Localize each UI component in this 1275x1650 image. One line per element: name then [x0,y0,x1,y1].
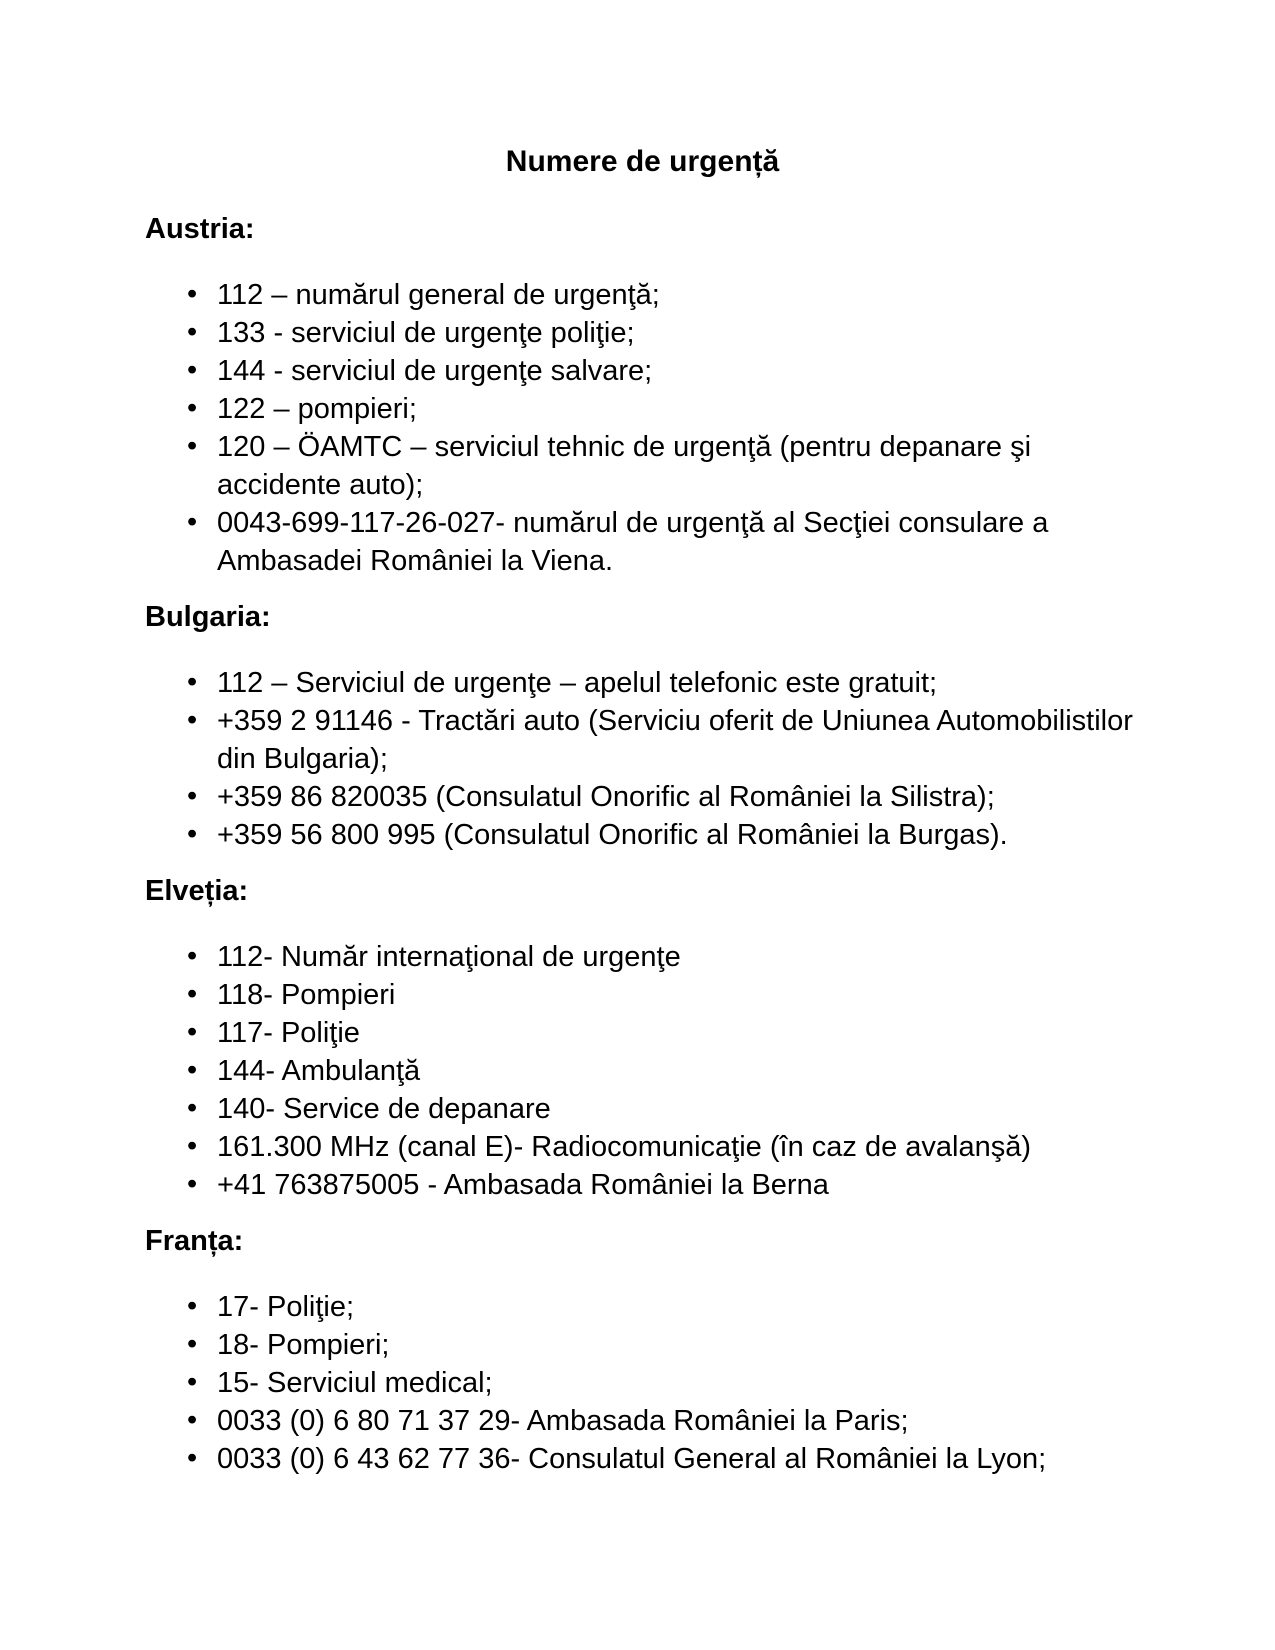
list-item [145,428,1140,504]
list-item-text: 140- Service de depanare [217,1093,551,1125]
bullet-icon: • [187,1054,198,1086]
list-item [145,938,1140,976]
list-item [145,1326,1140,1364]
list-item-text: +359 2 91146 - Tractări auto (Serviciu oferit de Uniunea Automobilistilor din Bulgaria); [217,705,1133,775]
list-item [145,1128,1140,1166]
list-item [145,314,1140,352]
bullet-list-austria [145,276,1140,580]
list-item-text: 120 – ÖAMTC – serviciul tehnic de urgenţă (pentru depanare şi accidente auto); [217,431,1032,501]
list-item [145,352,1140,390]
document-title: Numere de urgență [505,145,780,178]
bullet-icon: • [187,666,198,698]
list-item [145,702,1140,778]
list-item-text: 122 – pompieri; [217,393,417,425]
list-item [145,816,1140,854]
list-item-text: 15- Serviciul medical; [217,1367,493,1399]
section-heading-franta: Franța: [145,1225,244,1257]
section-heading-austria: Austria: [145,213,255,245]
bullet-icon: • [187,1016,198,1048]
bullet-icon: • [187,1092,198,1124]
list-item [145,1288,1140,1326]
bullet-icon: • [187,506,198,538]
list-item [145,1166,1140,1204]
list-item [145,664,1140,702]
bullet-list-bulgaria [145,664,1140,854]
list-item [145,1402,1140,1440]
section-heading-bulgaria: Bulgaria: [145,601,271,633]
bullet-icon: • [187,316,198,348]
bullet-icon: • [187,392,198,424]
list-item [145,1440,1140,1478]
list-item [145,1090,1140,1128]
bullet-icon: • [187,354,198,386]
list-item [145,1052,1140,1090]
bullet-icon: • [187,1328,198,1360]
list-item-text: 144- Ambulanţă [217,1055,421,1087]
list-item-text: 118- Pompieri [217,979,396,1011]
list-item [145,504,1140,580]
list-item-text: 112 – Serviciul de urgenţe – apelul telefonic este gratuit; [217,667,938,699]
bullet-list-elvetia [145,938,1140,1204]
bullet-list-franta [145,1288,1140,1478]
bullet-icon: • [187,278,198,310]
list-item-text: 0033 (0) 6 43 62 77 36- Consulatul General al României la Lyon; [217,1443,1047,1475]
bullet-icon: • [187,1366,198,1398]
bullet-icon: • [187,1404,198,1436]
bullet-icon: • [187,780,198,812]
list-item [145,390,1140,428]
list-item [145,276,1140,314]
list-item-text: 112- Număr internaţional de urgenţe [217,941,681,973]
list-item-text: 161.300 MHz (canal E)- Radiocomunicaţie (în caz de avalanşă) [217,1131,1032,1163]
bullet-icon: • [187,1130,198,1162]
bullet-icon: • [187,1290,198,1322]
list-item-text: 112 – numărul general de urgenţă; [217,279,660,311]
bullet-icon: • [187,978,198,1010]
bullet-icon: • [187,704,198,736]
list-item-text: 17- Poliţie; [217,1291,355,1323]
list-item [145,778,1140,816]
list-item-text: 0033 (0) 6 80 71 37 29- Ambasada României la Paris; [217,1405,909,1437]
bullet-icon: • [187,1442,198,1474]
list-item [145,1014,1140,1052]
list-item-text: 117- Poliţie [217,1017,360,1049]
section-heading-elvetia: Elveția: [145,875,249,907]
bullet-icon: • [187,818,198,850]
list-item-text: 144 - serviciul de urgenţe salvare; [217,355,653,387]
list-item-text: 0043-699-117-26-027- numărul de urgenţă al Secţiei consulare a Ambasadei României la Viena. [217,507,1049,577]
list-item-text: 133 - serviciul de urgenţe poliţie; [217,317,635,349]
bullet-icon: • [187,1168,198,1200]
list-item-text: +359 86 820035 (Consulatul Onorific al României la Silistra); [217,781,995,813]
list-item [145,1364,1140,1402]
list-item-text: 18- Pompieri; [217,1329,390,1361]
list-item [145,976,1140,1014]
list-item-text: +41 763875005 - Ambasada României la Berna [217,1169,829,1201]
bullet-icon: • [187,430,198,462]
bullet-icon: • [187,940,198,972]
list-item-text: +359 56 800 995 (Consulatul Onorific al României la Burgas). [217,819,1008,851]
